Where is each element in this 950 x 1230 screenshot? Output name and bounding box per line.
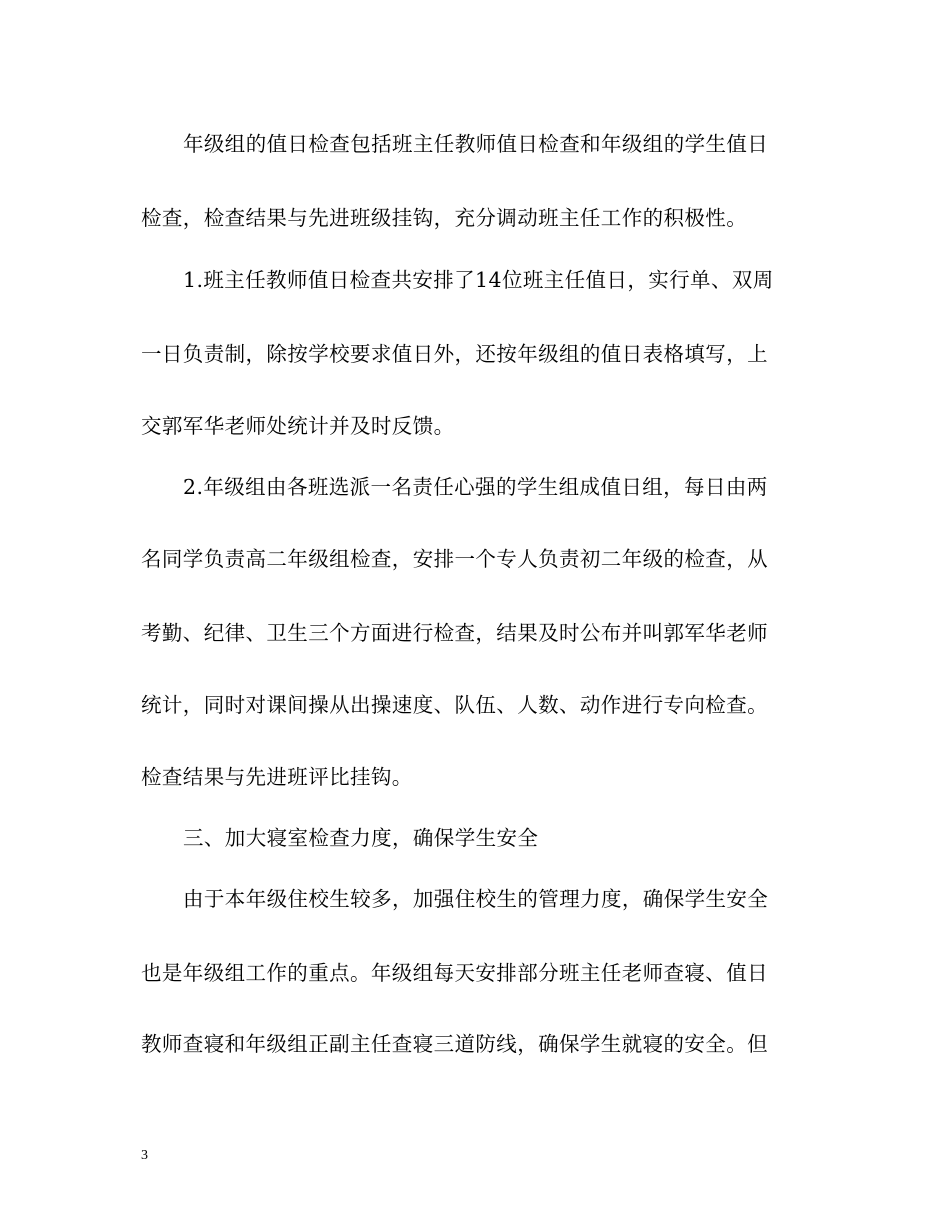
paragraph-line: 检查，检查结果与先进班级挂钩，充分调动班主任工作的积极性。: [141, 206, 748, 230]
paragraph-line: 一日负责制，除按学校要求值日外，还按年级组的值日表格填写，上: [141, 342, 768, 366]
paragraph-line: 年级组的值日检查包括班主任教师值日检查和年级组的学生值日: [183, 132, 769, 156]
paragraph-line: 考勤、纪律、卫生三个方面进行检查，结果及时公布并叫郭军华老师: [141, 621, 768, 645]
paragraph-line: 统计，同时对课间操从出操速度、队伍、人数、动作进行专向检查。: [141, 693, 768, 717]
page-number: 3: [141, 1148, 148, 1163]
section-heading: 三、加大寝室检查力度，确保学生安全: [183, 826, 539, 850]
paragraph-line: 交郭军华老师处统计并及时反馈。: [141, 414, 455, 438]
paragraph-line: 检查结果与先进班评比挂钩。: [141, 765, 413, 789]
paragraph-line: 1.班主任教师值日检查共安排了14位班主任值日，实行单、双周: [183, 268, 774, 292]
paragraph-line: 名同学负责高二年级组检查，安排一个专人负责初二年级的检查，从: [141, 547, 768, 571]
paragraph-line: 教师查寝和年级组正副主任查寝三道防线，确保学生就寝的安全。但: [141, 1032, 768, 1056]
paragraph-line: 也是年级组工作的重点。年级组每天安排部分班主任老师查寝、值日: [141, 961, 768, 985]
paragraph-line: 由于本年级住校生较多，加强住校生的管理力度，确保学生安全: [183, 887, 769, 911]
paragraph-line: 2.年级组由各班选派一名责任心强的学生组成值日组，每日由两: [183, 475, 768, 499]
